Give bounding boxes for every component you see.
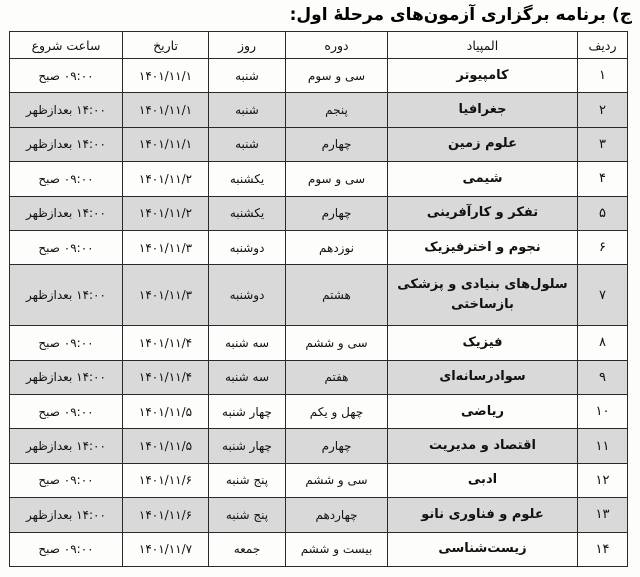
start-time-cell: ۰۹:۰۰ صبح	[10, 532, 123, 567]
row-number-cell: ۷	[578, 265, 628, 326]
row-number-cell: ۵	[578, 196, 628, 230]
header-day: روز	[209, 32, 286, 59]
start-time-cell: ۰۹:۰۰ صبح	[10, 395, 123, 429]
day-cell: یکشنبه	[209, 162, 286, 196]
day-cell: یکشنبه	[209, 196, 286, 230]
row-number-cell: ۱	[578, 59, 628, 93]
start-time-cell: ۱۴:۰۰ بعدازظهر	[10, 429, 123, 463]
start-time-cell: ۰۹:۰۰ صبح	[10, 59, 123, 93]
day-cell: جمعه	[209, 532, 286, 567]
date-cell: ۱۴۰۱/۱۱/۱	[123, 59, 209, 93]
date-cell: ۱۴۰۱/۱۱/۱	[123, 127, 209, 161]
period-cell: بیست و ششم	[286, 532, 388, 567]
olympiad-cell: تفکر و کارآفرینی	[388, 196, 578, 230]
period-cell: چهاردهم	[286, 498, 388, 532]
start-time-cell: ۰۹:۰۰ صبح	[10, 463, 123, 497]
start-time-cell: ۱۴:۰۰ بعدازظهر	[10, 498, 123, 532]
table-row	[10, 127, 628, 161]
day-cell: سه شنبه	[209, 360, 286, 394]
table-row	[10, 93, 628, 127]
row-number-cell: ۹	[578, 360, 628, 394]
table-row	[10, 326, 628, 360]
day-cell: چهار شنبه	[209, 429, 286, 463]
date-cell: ۱۴۰۱/۱۱/۴	[123, 326, 209, 360]
table-row	[10, 230, 628, 264]
date-cell: ۱۴۰۱/۱۱/۴	[123, 360, 209, 394]
date-cell: ۱۴۰۱/۱۱/۵	[123, 395, 209, 429]
header-period: دوره	[286, 32, 388, 59]
day-cell: پنج شنبه	[209, 498, 286, 532]
period-cell: چهارم	[286, 127, 388, 161]
olympiad-cell: ریاضی	[388, 395, 578, 429]
table-row	[10, 265, 628, 326]
section-heading: ج) برنامه برگزاری آزمون‌های مرحلهٔ اول:	[289, 5, 632, 25]
row-number-cell: ۸	[578, 326, 628, 360]
period-cell: هفتم	[286, 360, 388, 394]
header-olympiad: المپیاد	[388, 32, 578, 59]
row-number-cell: ۱۳	[578, 498, 628, 532]
row-number-cell: ۱۰	[578, 395, 628, 429]
olympiad-cell: زیست‌شناسی	[388, 532, 578, 567]
date-cell: ۱۴۰۱/۱۱/۵	[123, 429, 209, 463]
day-cell: شنبه	[209, 93, 286, 127]
start-time-cell: ۰۹:۰۰ صبح	[10, 162, 123, 196]
row-number-cell: ۶	[578, 230, 628, 264]
start-time-cell: ۱۴:۰۰ بعدازظهر	[10, 360, 123, 394]
row-number-cell: ۱۱	[578, 429, 628, 463]
olympiad-cell: جغرافیا	[388, 93, 578, 127]
period-cell: سی و سوم	[286, 59, 388, 93]
olympiad-cell: کامپیوتر	[388, 59, 578, 93]
header-row-number: ردیف	[578, 32, 628, 59]
header-start-time: ساعت شروع	[10, 32, 123, 59]
day-cell: شنبه	[209, 127, 286, 161]
table-header-row	[10, 32, 628, 59]
table-row	[10, 59, 628, 93]
table-row	[10, 196, 628, 230]
date-cell: ۱۴۰۱/۱۱/۳	[123, 230, 209, 264]
period-cell: چهل و یکم	[286, 395, 388, 429]
day-cell: شنبه	[209, 59, 286, 93]
day-cell: سه شنبه	[209, 326, 286, 360]
day-cell: پنج شنبه	[209, 463, 286, 497]
date-cell: ۱۴۰۱/۱۱/۶	[123, 463, 209, 497]
olympiad-cell: فیزیک	[388, 326, 578, 360]
period-cell: نوزدهم	[286, 230, 388, 264]
olympiad-cell: سلول‌های بنیادی و پزشکی بازساختی	[388, 265, 578, 326]
date-cell: ۱۴۰۱/۱۱/۲	[123, 162, 209, 196]
table-row	[10, 162, 628, 196]
period-cell: سی و ششم	[286, 326, 388, 360]
table-row	[10, 395, 628, 429]
period-cell: سی و ششم	[286, 463, 388, 497]
day-cell: چهار شنبه	[209, 395, 286, 429]
row-number-cell: ۲	[578, 93, 628, 127]
start-time-cell: ۱۴:۰۰ بعدازظهر	[10, 196, 123, 230]
period-cell: چهارم	[286, 196, 388, 230]
header-date: تاریخ	[123, 32, 209, 59]
row-number-cell: ۱۴	[578, 532, 628, 567]
olympiad-cell: شیمی	[388, 162, 578, 196]
olympiad-cell: علوم و فناوری نانو	[388, 498, 578, 532]
period-cell: سی و سوم	[286, 162, 388, 196]
date-cell: ۱۴۰۱/۱۱/۳	[123, 265, 209, 326]
period-cell: هشتم	[286, 265, 388, 326]
date-cell: ۱۴۰۱/۱۱/۷	[123, 532, 209, 567]
olympiad-cell: نجوم و اخترفیزیک	[388, 230, 578, 264]
olympiad-cell: اقتصاد و مدیریت	[388, 429, 578, 463]
start-time-cell: ۰۹:۰۰ صبح	[10, 230, 123, 264]
date-cell: ۱۴۰۱/۱۱/۲	[123, 196, 209, 230]
day-cell: دوشنبه	[209, 265, 286, 326]
period-cell: چهارم	[286, 429, 388, 463]
table-row	[10, 532, 628, 567]
table-row	[10, 429, 628, 463]
table-row	[10, 463, 628, 497]
olympiad-cell: سوادرسانه‌ای	[388, 360, 578, 394]
day-cell: دوشنبه	[209, 230, 286, 264]
start-time-cell: ۱۴:۰۰ بعدازظهر	[10, 265, 123, 326]
start-time-cell: ۰۹:۰۰ صبح	[10, 326, 123, 360]
date-cell: ۱۴۰۱/۱۱/۶	[123, 498, 209, 532]
olympiad-cell: علوم زمین	[388, 127, 578, 161]
table-row	[10, 360, 628, 394]
start-time-cell: ۱۴:۰۰ بعدازظهر	[10, 127, 123, 161]
row-number-cell: ۳	[578, 127, 628, 161]
date-cell: ۱۴۰۱/۱۱/۱	[123, 93, 209, 127]
start-time-cell: ۱۴:۰۰ بعدازظهر	[10, 93, 123, 127]
row-number-cell: ۴	[578, 162, 628, 196]
table-row	[10, 498, 628, 532]
period-cell: پنجم	[286, 93, 388, 127]
exam-schedule-table	[9, 31, 628, 567]
row-number-cell: ۱۲	[578, 463, 628, 497]
olympiad-cell: ادبی	[388, 463, 578, 497]
